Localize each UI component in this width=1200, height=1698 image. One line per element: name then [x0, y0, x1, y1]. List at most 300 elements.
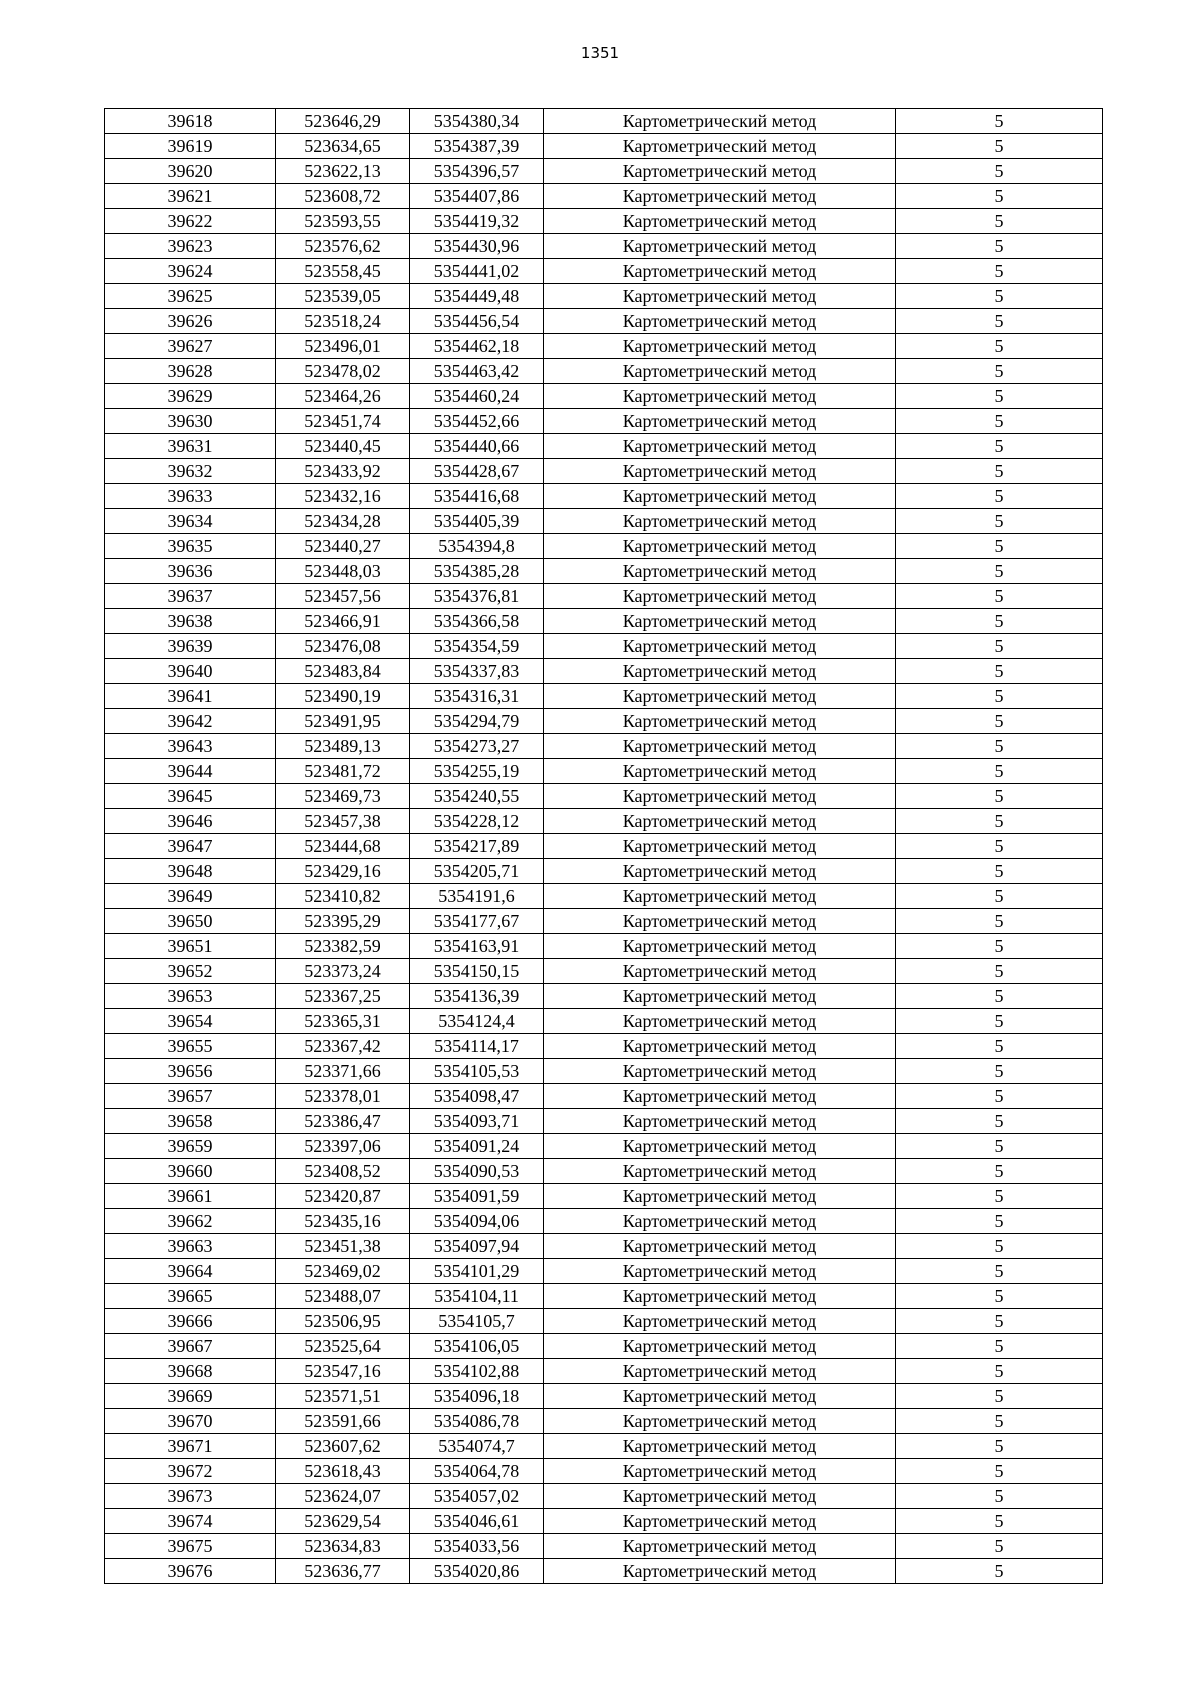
y-coordinate-cell: 5354097,94 — [410, 1234, 544, 1259]
point-number-cell: 39646 — [105, 809, 276, 834]
table-row — [105, 909, 1103, 934]
y-coordinate-cell: 5354090,53 — [410, 1159, 544, 1184]
point-number-cell: 39644 — [105, 759, 276, 784]
table-row — [105, 1234, 1103, 1259]
table-row — [105, 1084, 1103, 1109]
y-coordinate-cell: 5354102,88 — [410, 1359, 544, 1384]
point-number-cell: 39640 — [105, 659, 276, 684]
y-coordinate-cell: 5354228,12 — [410, 809, 544, 834]
point-number-cell: 39674 — [105, 1509, 276, 1534]
x-coordinate-cell: 523629,54 — [276, 1509, 410, 1534]
x-coordinate-cell: 523466,91 — [276, 609, 410, 634]
table-row — [105, 1434, 1103, 1459]
point-number-cell: 39629 — [105, 384, 276, 409]
x-coordinate-cell: 523434,28 — [276, 509, 410, 534]
method-cell: Картометрический метод — [544, 634, 896, 659]
method-cell: Картометрический метод — [544, 1284, 896, 1309]
method-cell: Картометрический метод — [544, 559, 896, 584]
method-cell: Картометрический метод — [544, 1534, 896, 1559]
table-row — [105, 1334, 1103, 1359]
point-number-cell: 39623 — [105, 234, 276, 259]
y-coordinate-cell: 5354463,42 — [410, 359, 544, 384]
x-coordinate-cell: 523448,03 — [276, 559, 410, 584]
accuracy-cell: 5 — [896, 584, 1103, 609]
x-coordinate-cell: 523571,51 — [276, 1384, 410, 1409]
table-row — [105, 284, 1103, 309]
y-coordinate-cell: 5354098,47 — [410, 1084, 544, 1109]
x-coordinate-cell: 523496,01 — [276, 334, 410, 359]
method-cell: Картометрический метод — [544, 1334, 896, 1359]
point-number-cell: 39631 — [105, 434, 276, 459]
y-coordinate-cell: 5354096,18 — [410, 1384, 544, 1409]
point-number-cell: 39669 — [105, 1384, 276, 1409]
point-number-cell: 39675 — [105, 1534, 276, 1559]
table-row — [105, 159, 1103, 184]
method-cell: Картометрический метод — [544, 459, 896, 484]
method-cell: Картометрический метод — [544, 984, 896, 1009]
x-coordinate-cell: 523489,13 — [276, 734, 410, 759]
accuracy-cell: 5 — [896, 834, 1103, 859]
accuracy-cell: 5 — [896, 634, 1103, 659]
x-coordinate-cell: 523476,08 — [276, 634, 410, 659]
x-coordinate-cell: 523558,45 — [276, 259, 410, 284]
y-coordinate-cell: 5354217,89 — [410, 834, 544, 859]
y-coordinate-cell: 5354441,02 — [410, 259, 544, 284]
table-row — [105, 1259, 1103, 1284]
y-coordinate-cell: 5354407,86 — [410, 184, 544, 209]
point-number-cell: 39641 — [105, 684, 276, 709]
accuracy-cell: 5 — [896, 1234, 1103, 1259]
y-coordinate-cell: 5354419,32 — [410, 209, 544, 234]
point-number-cell: 39664 — [105, 1259, 276, 1284]
y-coordinate-cell: 5354376,81 — [410, 584, 544, 609]
x-coordinate-cell: 523490,19 — [276, 684, 410, 709]
y-coordinate-cell: 5354462,18 — [410, 334, 544, 359]
table-row — [105, 609, 1103, 634]
point-number-cell: 39622 — [105, 209, 276, 234]
point-number-cell: 39627 — [105, 334, 276, 359]
accuracy-cell: 5 — [896, 384, 1103, 409]
y-coordinate-cell: 5354020,86 — [410, 1559, 544, 1584]
accuracy-cell: 5 — [896, 459, 1103, 484]
method-cell: Картометрический метод — [544, 209, 896, 234]
method-cell: Картометрический метод — [544, 1409, 896, 1434]
accuracy-cell: 5 — [896, 159, 1103, 184]
point-number-cell: 39635 — [105, 534, 276, 559]
y-coordinate-cell: 5354106,05 — [410, 1334, 544, 1359]
x-coordinate-cell: 523408,52 — [276, 1159, 410, 1184]
point-number-cell: 39662 — [105, 1209, 276, 1234]
table-row — [105, 1459, 1103, 1484]
accuracy-cell: 5 — [896, 984, 1103, 1009]
y-coordinate-cell: 5354124,4 — [410, 1009, 544, 1034]
y-coordinate-cell: 5354177,67 — [410, 909, 544, 934]
point-number-cell: 39653 — [105, 984, 276, 1009]
point-number-cell: 39624 — [105, 259, 276, 284]
table-row — [105, 109, 1103, 134]
accuracy-cell: 5 — [896, 184, 1103, 209]
method-cell: Картометрический метод — [544, 934, 896, 959]
x-coordinate-cell: 523634,83 — [276, 1534, 410, 1559]
accuracy-cell: 5 — [896, 509, 1103, 534]
point-number-cell: 39621 — [105, 184, 276, 209]
x-coordinate-cell: 523469,02 — [276, 1259, 410, 1284]
accuracy-cell: 5 — [896, 1334, 1103, 1359]
point-number-cell: 39630 — [105, 409, 276, 434]
point-number-cell: 39670 — [105, 1409, 276, 1434]
accuracy-cell: 5 — [896, 409, 1103, 434]
x-coordinate-cell: 523593,55 — [276, 209, 410, 234]
accuracy-cell: 5 — [896, 234, 1103, 259]
method-cell: Картометрический метод — [544, 184, 896, 209]
point-number-cell: 39657 — [105, 1084, 276, 1109]
table-row — [105, 309, 1103, 334]
x-coordinate-cell: 523622,13 — [276, 159, 410, 184]
x-coordinate-cell: 523636,77 — [276, 1559, 410, 1584]
method-cell: Картометрический метод — [544, 1109, 896, 1134]
method-cell: Картометрический метод — [544, 384, 896, 409]
method-cell: Картометрический метод — [544, 284, 896, 309]
y-coordinate-cell: 5354387,39 — [410, 134, 544, 159]
y-coordinate-cell: 5354086,78 — [410, 1409, 544, 1434]
y-coordinate-cell: 5354150,15 — [410, 959, 544, 984]
accuracy-cell: 5 — [896, 1559, 1103, 1584]
y-coordinate-cell: 5354136,39 — [410, 984, 544, 1009]
method-cell: Картометрический метод — [544, 1559, 896, 1584]
point-number-cell: 39628 — [105, 359, 276, 384]
point-number-cell: 39633 — [105, 484, 276, 509]
table-row — [105, 1484, 1103, 1509]
y-coordinate-cell: 5354394,8 — [410, 534, 544, 559]
table-row — [105, 1509, 1103, 1534]
x-coordinate-cell: 523483,84 — [276, 659, 410, 684]
point-number-cell: 39643 — [105, 734, 276, 759]
accuracy-cell: 5 — [896, 784, 1103, 809]
method-cell: Картометрический метод — [544, 1134, 896, 1159]
accuracy-cell: 5 — [896, 709, 1103, 734]
accuracy-cell: 5 — [896, 134, 1103, 159]
x-coordinate-cell: 523469,73 — [276, 784, 410, 809]
table-row — [105, 684, 1103, 709]
method-cell: Картометрический метод — [544, 684, 896, 709]
accuracy-cell: 5 — [896, 484, 1103, 509]
point-number-cell: 39619 — [105, 134, 276, 159]
accuracy-cell: 5 — [896, 1534, 1103, 1559]
y-coordinate-cell: 5354163,91 — [410, 934, 544, 959]
point-number-cell: 39638 — [105, 609, 276, 634]
method-cell: Картометрический метод — [544, 709, 896, 734]
method-cell: Картометрический метод — [544, 1084, 896, 1109]
table-row — [105, 359, 1103, 384]
accuracy-cell: 5 — [896, 1059, 1103, 1084]
point-number-cell: 39652 — [105, 959, 276, 984]
method-cell: Картометрический метод — [544, 1434, 896, 1459]
method-cell: Картометрический метод — [544, 309, 896, 334]
table-row — [105, 859, 1103, 884]
point-number-cell: 39663 — [105, 1234, 276, 1259]
point-number-cell: 39647 — [105, 834, 276, 859]
method-cell: Картометрический метод — [544, 1509, 896, 1534]
accuracy-cell: 5 — [896, 684, 1103, 709]
table-row — [105, 509, 1103, 534]
point-number-cell: 39650 — [105, 909, 276, 934]
y-coordinate-cell: 5354093,71 — [410, 1109, 544, 1134]
table-row — [105, 1109, 1103, 1134]
method-cell: Картометрический метод — [544, 1234, 896, 1259]
x-coordinate-cell: 523607,62 — [276, 1434, 410, 1459]
method-cell: Картометрический метод — [544, 1309, 896, 1334]
accuracy-cell: 5 — [896, 1359, 1103, 1384]
point-number-cell: 39668 — [105, 1359, 276, 1384]
method-cell: Картометрический метод — [544, 409, 896, 434]
accuracy-cell: 5 — [896, 859, 1103, 884]
method-cell: Картометрический метод — [544, 159, 896, 184]
table-row — [105, 759, 1103, 784]
table-row — [105, 559, 1103, 584]
x-coordinate-cell: 523457,38 — [276, 809, 410, 834]
x-coordinate-cell: 523547,16 — [276, 1359, 410, 1384]
y-coordinate-cell: 5354074,7 — [410, 1434, 544, 1459]
x-coordinate-cell: 523444,68 — [276, 834, 410, 859]
accuracy-cell: 5 — [896, 1484, 1103, 1509]
accuracy-cell: 5 — [896, 109, 1103, 134]
y-coordinate-cell: 5354114,17 — [410, 1034, 544, 1059]
table-row — [105, 1559, 1103, 1584]
x-coordinate-cell: 523367,25 — [276, 984, 410, 1009]
y-coordinate-cell: 5354430,96 — [410, 234, 544, 259]
x-coordinate-cell: 523410,82 — [276, 884, 410, 909]
table-row — [105, 809, 1103, 834]
method-cell: Картометрический метод — [544, 659, 896, 684]
method-cell: Картометрический метод — [544, 1159, 896, 1184]
method-cell: Картометрический метод — [544, 509, 896, 534]
y-coordinate-cell: 5354294,79 — [410, 709, 544, 734]
accuracy-cell: 5 — [896, 1284, 1103, 1309]
y-coordinate-cell: 5354428,67 — [410, 459, 544, 484]
method-cell: Картометрический метод — [544, 1009, 896, 1034]
point-number-cell: 39671 — [105, 1434, 276, 1459]
x-coordinate-cell: 523435,16 — [276, 1209, 410, 1234]
accuracy-cell: 5 — [896, 1034, 1103, 1059]
method-cell: Картометрический метод — [544, 909, 896, 934]
method-cell: Картометрический метод — [544, 834, 896, 859]
point-number-cell: 39658 — [105, 1109, 276, 1134]
x-coordinate-cell: 523624,07 — [276, 1484, 410, 1509]
y-coordinate-cell: 5354396,57 — [410, 159, 544, 184]
point-number-cell: 39654 — [105, 1009, 276, 1034]
method-cell: Картометрический метод — [544, 1209, 896, 1234]
method-cell: Картометрический метод — [544, 859, 896, 884]
y-coordinate-cell: 5354255,19 — [410, 759, 544, 784]
method-cell: Картометрический метод — [544, 1359, 896, 1384]
table-row — [105, 584, 1103, 609]
x-coordinate-cell: 523397,06 — [276, 1134, 410, 1159]
y-coordinate-cell: 5354064,78 — [410, 1459, 544, 1484]
table-row — [105, 1284, 1103, 1309]
method-cell: Картометрический метод — [544, 134, 896, 159]
table-row — [105, 234, 1103, 259]
method-cell: Картометрический метод — [544, 584, 896, 609]
point-number-cell: 39634 — [105, 509, 276, 534]
accuracy-cell: 5 — [896, 934, 1103, 959]
accuracy-cell: 5 — [896, 609, 1103, 634]
point-number-cell: 39673 — [105, 1484, 276, 1509]
accuracy-cell: 5 — [896, 359, 1103, 384]
accuracy-cell: 5 — [896, 659, 1103, 684]
y-coordinate-cell: 5354091,59 — [410, 1184, 544, 1209]
y-coordinate-cell: 5354380,34 — [410, 109, 544, 134]
y-coordinate-cell: 5354440,66 — [410, 434, 544, 459]
accuracy-cell: 5 — [896, 1134, 1103, 1159]
point-number-cell: 39666 — [105, 1309, 276, 1334]
y-coordinate-cell: 5354449,48 — [410, 284, 544, 309]
x-coordinate-cell: 523433,92 — [276, 459, 410, 484]
table-row — [105, 1359, 1103, 1384]
table-row — [105, 259, 1103, 284]
method-cell: Картометрический метод — [544, 234, 896, 259]
x-coordinate-cell: 523525,64 — [276, 1334, 410, 1359]
x-coordinate-cell: 523478,02 — [276, 359, 410, 384]
x-coordinate-cell: 523378,01 — [276, 1084, 410, 1109]
accuracy-cell: 5 — [896, 1509, 1103, 1534]
x-coordinate-cell: 523634,65 — [276, 134, 410, 159]
method-cell: Картометрический метод — [544, 809, 896, 834]
table-row — [105, 1384, 1103, 1409]
x-coordinate-cell: 523539,05 — [276, 284, 410, 309]
point-number-cell: 39620 — [105, 159, 276, 184]
point-number-cell: 39676 — [105, 1559, 276, 1584]
accuracy-cell: 5 — [896, 1409, 1103, 1434]
point-number-cell: 39655 — [105, 1034, 276, 1059]
point-number-cell: 39651 — [105, 934, 276, 959]
accuracy-cell: 5 — [896, 734, 1103, 759]
method-cell: Картометрический метод — [544, 884, 896, 909]
accuracy-cell: 5 — [896, 809, 1103, 834]
accuracy-cell: 5 — [896, 559, 1103, 584]
accuracy-cell: 5 — [896, 1184, 1103, 1209]
table-row — [105, 209, 1103, 234]
method-cell: Картометрический метод — [544, 334, 896, 359]
table-row — [105, 1309, 1103, 1334]
method-cell: Картометрический метод — [544, 1484, 896, 1509]
table-row — [105, 709, 1103, 734]
point-number-cell: 39642 — [105, 709, 276, 734]
method-cell: Картометрический метод — [544, 609, 896, 634]
table-row — [105, 1534, 1103, 1559]
y-coordinate-cell: 5354366,58 — [410, 609, 544, 634]
table-row — [105, 634, 1103, 659]
table-row — [105, 434, 1103, 459]
accuracy-cell: 5 — [896, 1259, 1103, 1284]
point-number-cell: 39667 — [105, 1334, 276, 1359]
x-coordinate-cell: 523576,62 — [276, 234, 410, 259]
accuracy-cell: 5 — [896, 759, 1103, 784]
y-coordinate-cell: 5354385,28 — [410, 559, 544, 584]
accuracy-cell: 5 — [896, 1434, 1103, 1459]
table-row — [105, 834, 1103, 859]
x-coordinate-cell: 523646,29 — [276, 109, 410, 134]
y-coordinate-cell: 5354046,61 — [410, 1509, 544, 1534]
table-row — [105, 184, 1103, 209]
table-row — [105, 959, 1103, 984]
x-coordinate-cell: 523371,66 — [276, 1059, 410, 1084]
y-coordinate-cell: 5354460,24 — [410, 384, 544, 409]
x-coordinate-cell: 523481,72 — [276, 759, 410, 784]
table-row — [105, 734, 1103, 759]
method-cell: Картометрический метод — [544, 784, 896, 809]
table-row — [105, 1159, 1103, 1184]
accuracy-cell: 5 — [896, 1459, 1103, 1484]
point-number-cell: 39637 — [105, 584, 276, 609]
x-coordinate-cell: 523608,72 — [276, 184, 410, 209]
page-number: 1351 — [580, 44, 620, 62]
x-coordinate-cell: 523506,95 — [276, 1309, 410, 1334]
accuracy-cell: 5 — [896, 334, 1103, 359]
y-coordinate-cell: 5354456,54 — [410, 309, 544, 334]
table-row — [105, 534, 1103, 559]
y-coordinate-cell: 5354033,56 — [410, 1534, 544, 1559]
point-number-cell: 39672 — [105, 1459, 276, 1484]
point-number-cell: 39636 — [105, 559, 276, 584]
accuracy-cell: 5 — [896, 1109, 1103, 1134]
accuracy-cell: 5 — [896, 909, 1103, 934]
accuracy-cell: 5 — [896, 1384, 1103, 1409]
method-cell: Картометрический метод — [544, 734, 896, 759]
point-number-cell: 39632 — [105, 459, 276, 484]
point-number-cell: 39618 — [105, 109, 276, 134]
x-coordinate-cell: 523451,38 — [276, 1234, 410, 1259]
method-cell: Картометрический метод — [544, 1184, 896, 1209]
table-row — [105, 1409, 1103, 1434]
table-row — [105, 484, 1103, 509]
point-number-cell: 39665 — [105, 1284, 276, 1309]
table-row — [105, 784, 1103, 809]
method-cell: Картометрический метод — [544, 434, 896, 459]
accuracy-cell: 5 — [896, 1309, 1103, 1334]
x-coordinate-cell: 523451,74 — [276, 409, 410, 434]
table-row — [105, 134, 1103, 159]
accuracy-cell: 5 — [896, 534, 1103, 559]
method-cell: Картометрический метод — [544, 759, 896, 784]
point-number-cell: 39649 — [105, 884, 276, 909]
x-coordinate-cell: 523457,56 — [276, 584, 410, 609]
y-coordinate-cell: 5354337,83 — [410, 659, 544, 684]
x-coordinate-cell: 523618,43 — [276, 1459, 410, 1484]
accuracy-cell: 5 — [896, 209, 1103, 234]
method-cell: Картометрический метод — [544, 1259, 896, 1284]
table-row — [105, 409, 1103, 434]
x-coordinate-cell: 523491,95 — [276, 709, 410, 734]
y-coordinate-cell: 5354205,71 — [410, 859, 544, 884]
table-row — [105, 1009, 1103, 1034]
coordinates-table — [104, 108, 1103, 1584]
accuracy-cell: 5 — [896, 1084, 1103, 1109]
method-cell: Картометрический метод — [544, 1384, 896, 1409]
accuracy-cell: 5 — [896, 1209, 1103, 1234]
x-coordinate-cell: 523373,24 — [276, 959, 410, 984]
method-cell: Картометрический метод — [544, 359, 896, 384]
y-coordinate-cell: 5354104,11 — [410, 1284, 544, 1309]
point-number-cell: 39660 — [105, 1159, 276, 1184]
x-coordinate-cell: 523386,47 — [276, 1109, 410, 1134]
y-coordinate-cell: 5354416,68 — [410, 484, 544, 509]
table-row — [105, 459, 1103, 484]
x-coordinate-cell: 523382,59 — [276, 934, 410, 959]
x-coordinate-cell: 523420,87 — [276, 1184, 410, 1209]
x-coordinate-cell: 523429,16 — [276, 859, 410, 884]
x-coordinate-cell: 523488,07 — [276, 1284, 410, 1309]
y-coordinate-cell: 5354405,39 — [410, 509, 544, 534]
